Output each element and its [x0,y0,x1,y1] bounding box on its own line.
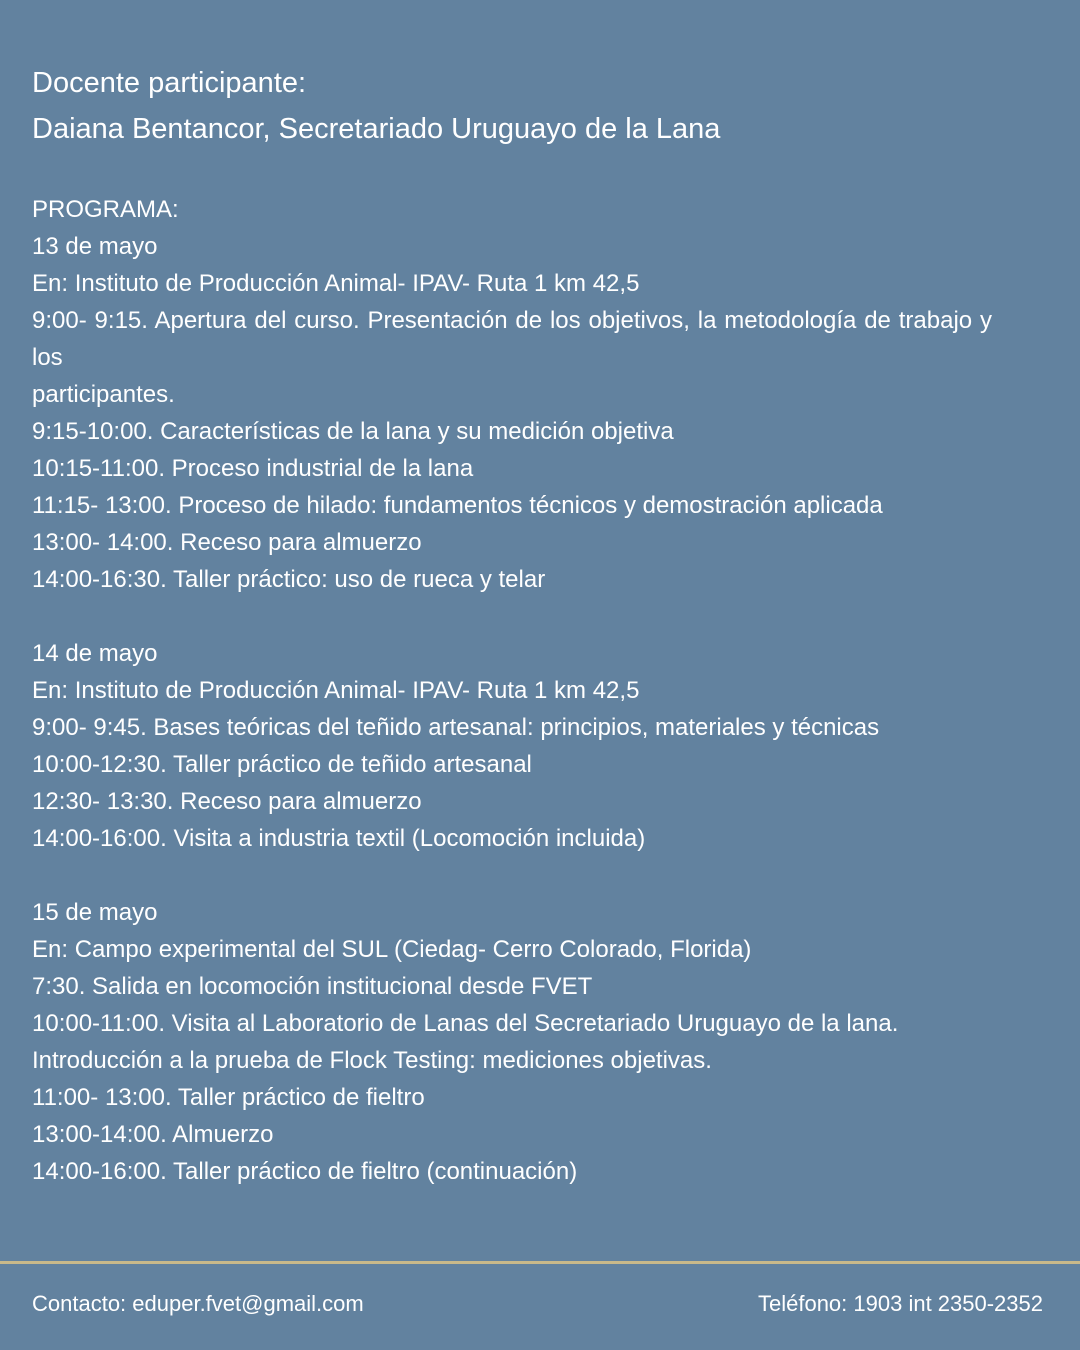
contact-email: Contacto: eduper.fvet@gmail.com [32,1291,364,1316]
schedule-item: 10:15-11:00. Proceso industrial de la lana [32,455,474,482]
schedule-item: Introducción a la prueba de Flock Testing: mediciones objetivas. [32,1047,712,1074]
teacher-name: Daiana Bentancor, Secretariado Uruguayo de la Lana [32,113,721,145]
day-location: En: Instituto de Producción Animal- IPAV- Ruta 1 km 42,5 [32,270,640,297]
day-block-15-mayo [32,894,992,1190]
day-location: En: Instituto de Producción Animal- IPAV- Ruta 1 km 42,5 [32,677,640,704]
schedule-item: 10:00-12:30. Taller práctico de teñido artesanal [32,751,532,778]
schedule-item: 14:00-16:30. Taller práctico: uso de rueca y telar [32,566,546,593]
schedule-item: 11:15- 13:00. Proceso de hilado: fundamentos técnicos y demostración aplicada [32,492,883,519]
schedule-item: 13:00- 14:00. Receso para almuerzo [32,529,422,556]
footer-divider [0,1261,1080,1264]
schedule-item: participantes. [32,381,175,408]
schedule-item: 7:30. Salida en locomoción institucional desde FVET [32,973,593,1000]
schedule-item: 9:00- 9:15. Apertura del curso. Presentación de los objetivos, la metodología de trabajo y los [32,307,992,371]
schedule-item: 14:00-16:00. Visita a industria textil (Locomoción incluida) [32,825,646,852]
day-location: En: Campo experimental del SUL (Ciedag- Cerro Colorado, Florida) [32,936,752,963]
spacer [32,598,992,635]
teacher-header [32,60,1042,152]
day-date: 14 de mayo [32,640,158,667]
teacher-label: Docente participante: [32,67,307,99]
schedule-item: 9:15-10:00. Características de la lana y su medición objetiva [32,418,674,445]
day-date: 13 de mayo [32,233,158,260]
spacer [32,857,992,894]
program-section [32,191,992,1190]
day-block-13-mayo [32,228,992,598]
schedule-item: 10:00-11:00. Visita al Laboratorio de Lanas del Secretariado Uruguayo de la lana. [32,1010,899,1037]
day-block-14-mayo [32,635,992,857]
schedule-item: 13:00-14:00. Almuerzo [32,1121,274,1148]
schedule-item: 12:30- 13:30. Receso para almuerzo [32,788,422,815]
schedule-item: 9:00- 9:45. Bases teóricas del teñido artesanal: principios, materiales y técnicas [32,714,880,741]
schedule-item: 11:00- 13:00. Taller práctico de fieltro [32,1084,425,1111]
day-date: 15 de mayo [32,899,158,926]
schedule-item: 14:00-16:00. Taller práctico de fieltro (continuación) [32,1158,578,1185]
contact-phone: Teléfono: 1903 int 2350-2352 [757,1291,1043,1316]
program-title: PROGRAMA: [32,196,179,223]
